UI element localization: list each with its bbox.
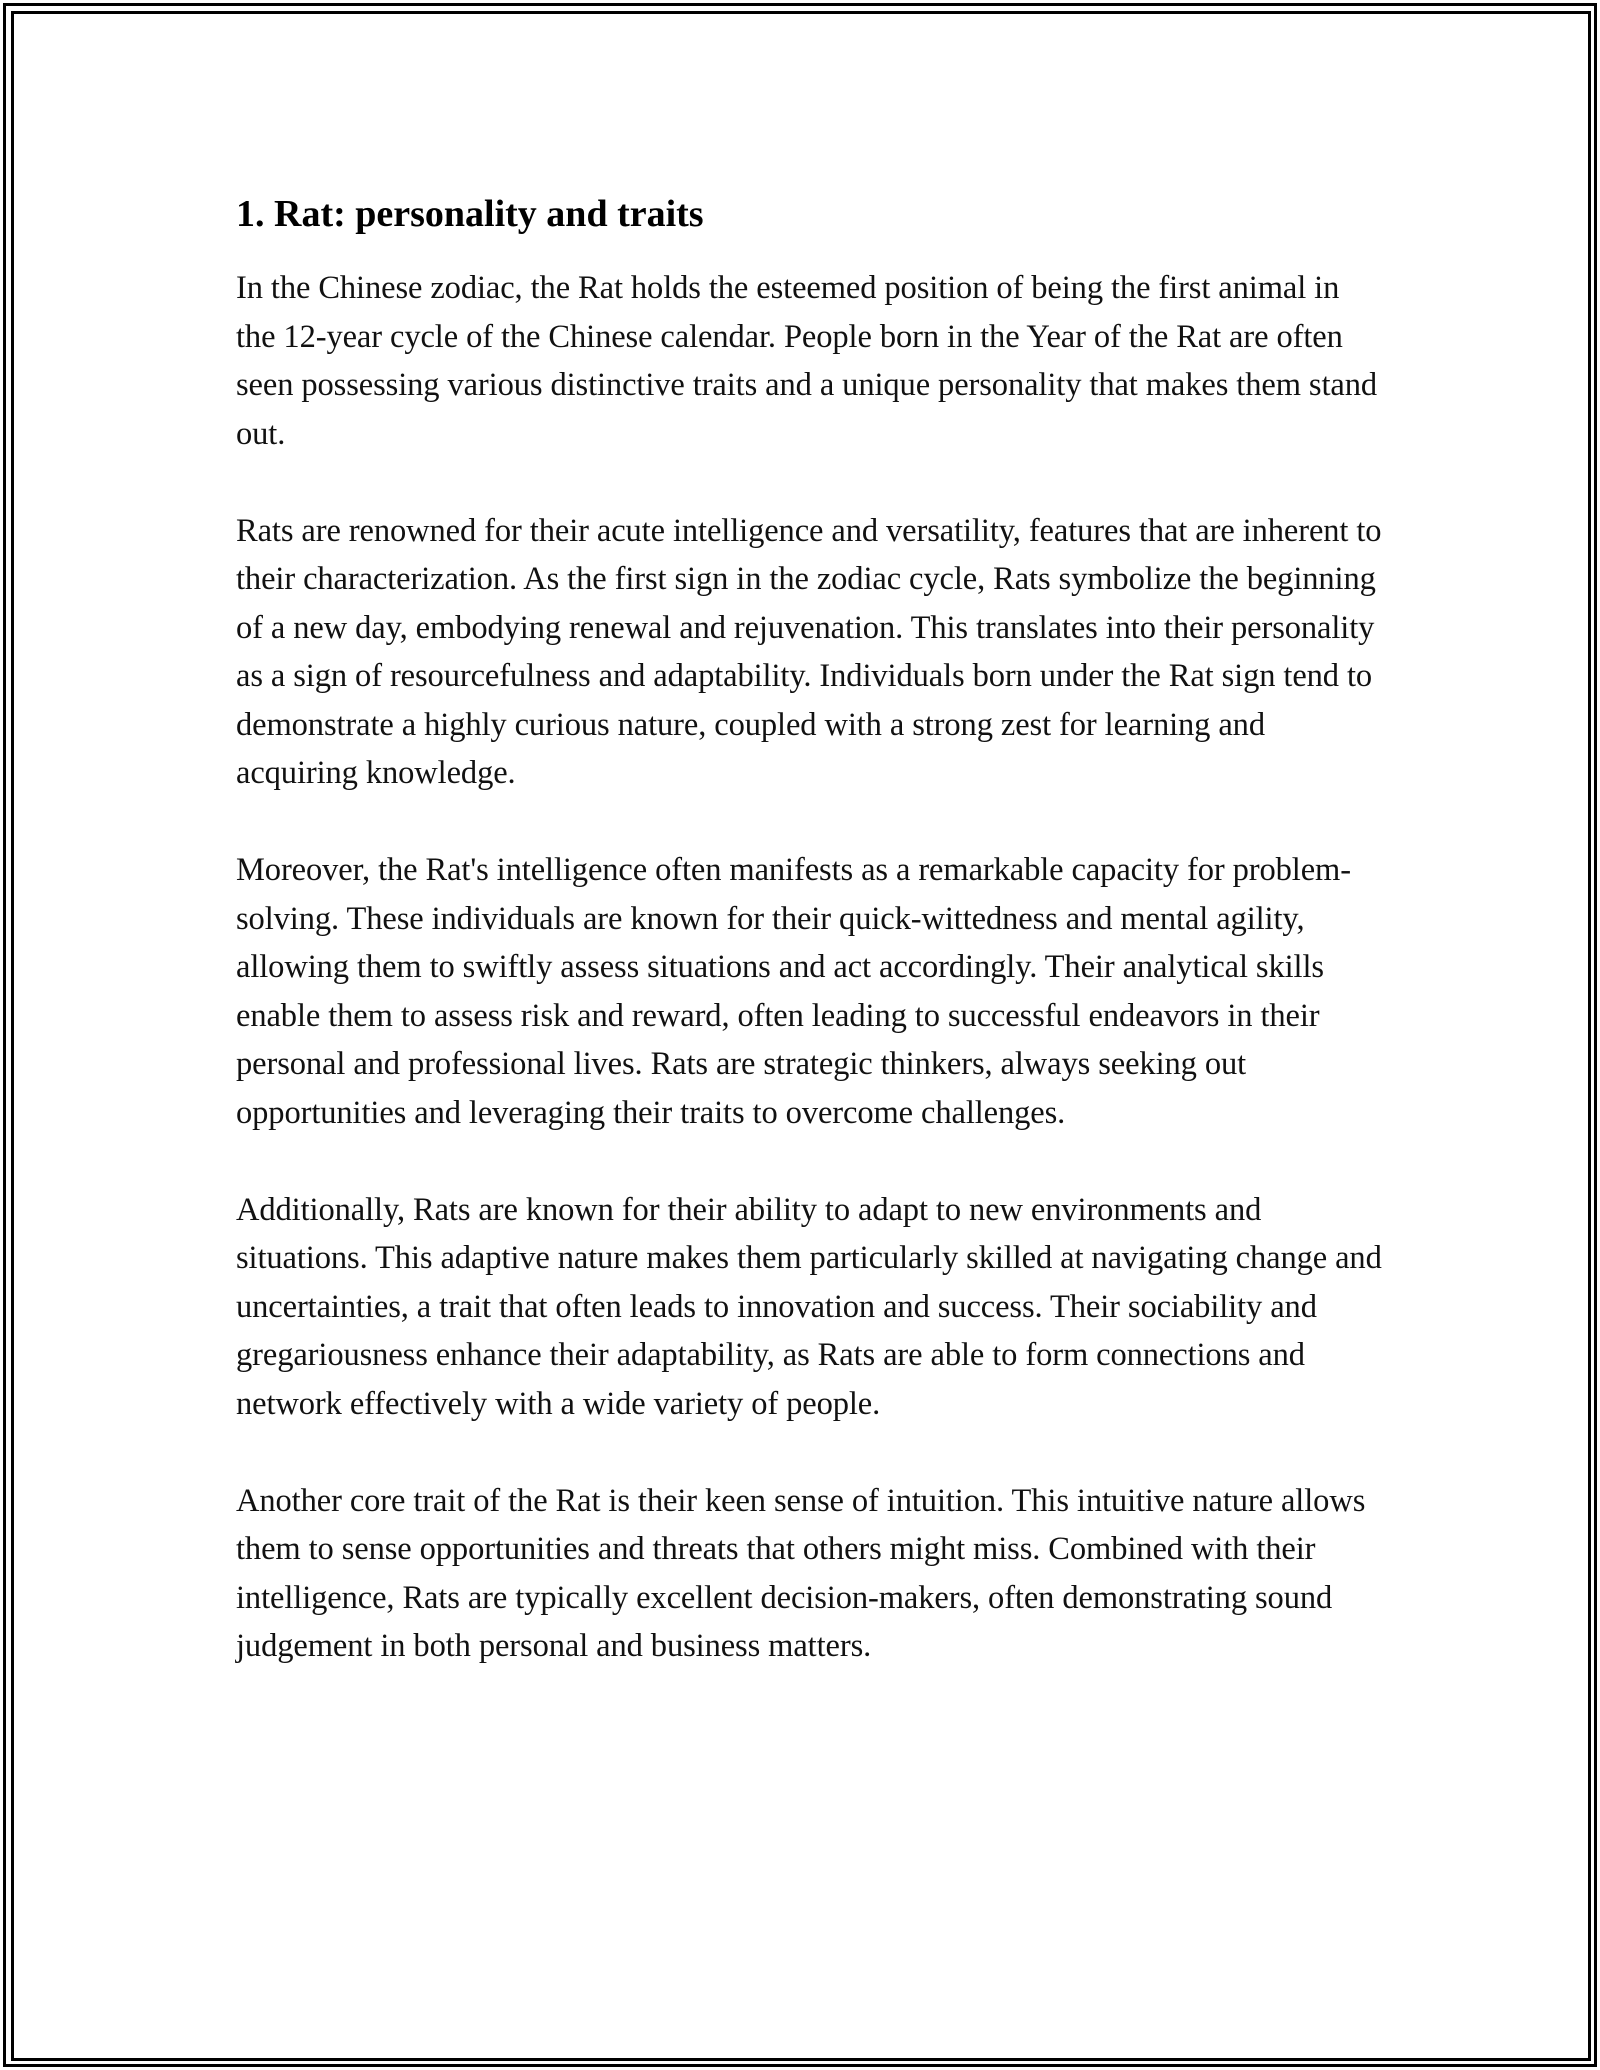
document-body — [236, 190, 1386, 1671]
paragraph-intelligence: Rats are renowned for their acute intelligence and versatility, features that are inherent to their characterization. As the first sign in the zodiac cycle, Rats symbolize the beginning of a new day, embodying renewal and rejuvenation. This translates into their personality as a sign of resourcefulness and adaptability. Individuals born under the Rat sign tend to demonstrate a highly curious nature, coupled with a strong zest for learning and acquiring knowledge. — [236, 512, 1382, 791]
paragraph-intuition: Another core trait of the Rat is their keen sense of intuition. This intuitive nature allows them to sense opportunities and threats that others might miss. Combined with their intelligence, Rats are typically excellent decision-makers, often demonstrating sound judgement in both personal and business matters. — [236, 1482, 1366, 1664]
section-heading: 1. Rat: personality and traits — [236, 193, 704, 235]
paragraph-intro: In the Chinese zodiac, the Rat holds the esteemed position of being the first animal in the 12-year cycle of the Chinese calendar. People born in the Year of the Rat are often seen possessing various distinctive traits and a unique personality that makes them stand out. — [236, 270, 1378, 452]
paragraph-problem-solving: Moreover, the Rat's intelligence often manifests as a remarkable capacity for problem-solving. These individuals are known for their quick-wittedness and mental agility, allowing them to swiftly assess situations and act accordingly. Their analytical skills enable them to assess risk and reward, often leading to successful endeavors in their personal and professional lives. Rats are strategic thinkers, always seeking out opportunities and leveraging their traits to overcome challenges. — [236, 852, 1351, 1131]
paragraph-adaptability: Additionally, Rats are known for their ability to adapt to new environments and situations. This adaptive nature makes them particularly skilled at navigating change and uncertainties, a trait that often leads to innovation and success. Their sociability and gregariousness enhance their adaptability, as Rats are able to form connections and network effectively with a wide variety of people. — [236, 1191, 1382, 1422]
